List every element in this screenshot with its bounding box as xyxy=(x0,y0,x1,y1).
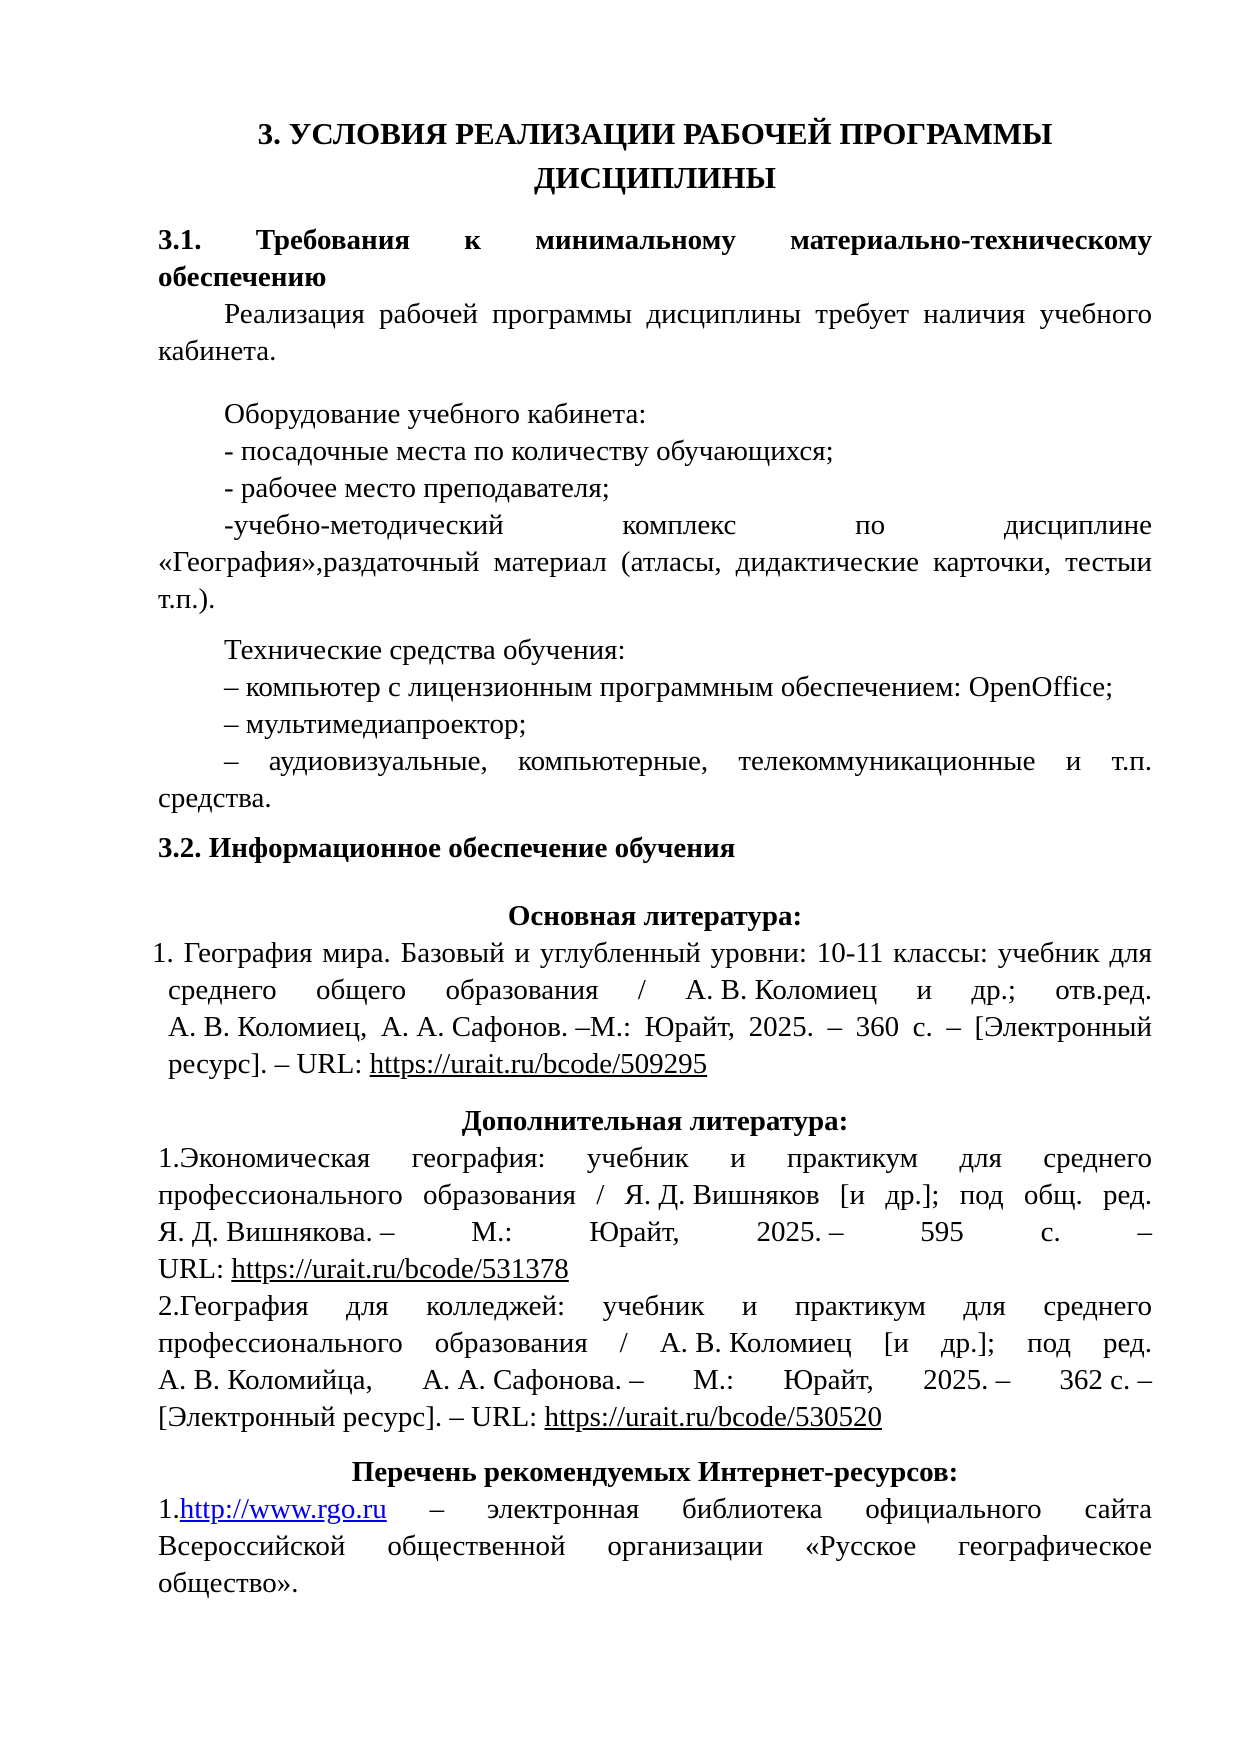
urait-link-530520[interactable]: https://urait.ru/bcode/530520 xyxy=(544,1401,882,1433)
tech-item-line: средства. xyxy=(158,782,272,814)
text-segment: [и др.]; под ред. xyxy=(851,1327,1152,1359)
equipment-list xyxy=(158,396,1152,618)
literature-line xyxy=(168,972,1152,1009)
tech-item-line: – аудиовизуальные, компьютерные, телекоммуникационные и т.п. xyxy=(224,745,1152,777)
text-segment: А. А. Сафонова. – xyxy=(422,1364,644,1396)
text-segment: [и др.]; под общ. ред. xyxy=(819,1179,1153,1211)
doc-title-line-1: 3. УСЛОВИЯ РЕАЛИЗАЦИИ РАБОЧЕЙ ПРОГРАММЫ xyxy=(257,116,1053,151)
doc-title xyxy=(158,112,1152,200)
literature-item-add-1 xyxy=(158,1140,1152,1288)
literature-line xyxy=(168,1009,1152,1046)
text-segment: среднего общего образования / xyxy=(168,974,686,1006)
tech-item: – компьютер с лицензионным программным обеспечением: OpenOffice; xyxy=(224,671,1114,703)
literature-line xyxy=(158,1251,1152,1288)
text-segment: 2025. – xyxy=(923,1364,1011,1396)
text-segment: 595 с. – xyxy=(843,1216,1152,1248)
urait-link-531378[interactable]: https://urait.ru/bcode/531378 xyxy=(231,1253,569,1285)
text-segment: профессионального образования / xyxy=(158,1179,625,1211)
equipment-item-line: т.п.). xyxy=(158,583,216,615)
text-segment: и др.; отв.ред. xyxy=(877,974,1152,1006)
text-segment xyxy=(373,1364,422,1396)
literature-line xyxy=(168,1046,1152,1083)
text-segment: М.: Юрайт, xyxy=(394,1216,757,1248)
document-content xyxy=(152,112,1153,1602)
literature-line xyxy=(158,1399,1152,1436)
text-segment xyxy=(1010,1364,1059,1396)
literature-line xyxy=(158,1214,1152,1251)
doc-title-line-2: ДИСЦИПЛИНЫ xyxy=(534,160,776,195)
intro-line: Реализация рабочей программы дисциплины требует наличия учебного xyxy=(224,298,1152,330)
text-segment: А. В. Коломийца, xyxy=(158,1364,373,1396)
internet-resources-heading: Перечень рекомендуемых Интернет-ресурсов: xyxy=(351,1456,959,1488)
url-prefix: ресурс]. – URL: xyxy=(168,1048,370,1080)
literature-line xyxy=(158,1362,1152,1399)
text-segment: А. В. Коломиец, xyxy=(168,1011,368,1043)
literature-line: 2.География для колледжей: учебник и практикум для среднего xyxy=(158,1290,1152,1322)
text-segment: А. В. Коломиец xyxy=(659,1327,852,1359)
text-segment: А. В. Коломиец xyxy=(685,974,878,1006)
main-literature-heading: Основная литература: xyxy=(507,900,803,932)
text-segment: 2025. – xyxy=(756,1216,844,1248)
section-3-1-heading-line: 3.1. Требования к минимальному материально-техническому xyxy=(158,224,1152,256)
text-segment: Я. Д. Вишняков xyxy=(624,1179,820,1211)
equipment-item: - рабочее место преподавателя; xyxy=(224,472,610,504)
text-segment: Я. Д. Вишнякова. – xyxy=(158,1216,395,1248)
equipment-item-line: «География»,раздаточный материал (атласы, дидактические карточки, тестыи xyxy=(158,546,1152,578)
rgo-link[interactable]: http://www.rgo.ru xyxy=(179,1493,387,1525)
intro-paragraph xyxy=(158,296,1152,370)
internet-resource-item-1 xyxy=(158,1491,1152,1602)
tech-lead: Технические средства обучения: xyxy=(224,634,626,666)
literature-item-main-1 xyxy=(152,935,1152,1083)
url-prefix: [Электронный ресурс]. – URL: xyxy=(158,1401,545,1433)
intro-line: кабинета. xyxy=(158,335,277,367)
url-prefix: URL: xyxy=(158,1253,232,1285)
text-segment: 362 с. – xyxy=(1059,1364,1152,1396)
section-3-1-heading xyxy=(158,222,1152,296)
list-number: 1. xyxy=(158,1493,180,1525)
text-segment: А. А. Сафонов. –М.: xyxy=(380,1011,632,1043)
technical-means-list xyxy=(158,632,1152,817)
section-3-1-heading-line: обеспечению xyxy=(158,261,327,293)
equipment-item: - посадочные места по количеству обучающихся; xyxy=(224,435,834,467)
literature-line xyxy=(158,1177,1152,1214)
text-segment xyxy=(367,1011,381,1043)
text-segment: М.: Юрайт, xyxy=(643,1364,924,1396)
urait-link-509295[interactable]: https://urait.ru/bcode/509295 xyxy=(369,1048,708,1080)
literature-line: 1.Экономическая география: учебник и практикум для среднего xyxy=(158,1142,1152,1174)
section-3-2-heading: 3.2. Информационное обеспечение обучения xyxy=(158,832,736,864)
literature-item-add-2 xyxy=(158,1288,1152,1436)
internet-resource-line: общество». xyxy=(158,1567,299,1599)
additional-literature-heading: Дополнительная литература: xyxy=(461,1105,849,1137)
internet-resource-text: – электронная библиотека официального сайта xyxy=(386,1493,1152,1525)
equipment-item-line: -учебно-методический комплекс по дисциплине xyxy=(224,509,1152,541)
text-segment: профессионального образования / xyxy=(158,1327,660,1359)
internet-resource-line: Всероссийской общественной организации «Русское географическое xyxy=(158,1530,1152,1562)
literature-line xyxy=(158,1325,1152,1362)
internet-resource-line xyxy=(158,1491,1152,1528)
literature-line: 1. География мира. Базовый и углубленный уровни: 10-11 классы: учебник для xyxy=(152,937,1152,969)
text-segment: Юрайт, 2025. – 360 с. – [Электронный xyxy=(631,1011,1152,1043)
equipment-lead: Оборудование учебного кабинета: xyxy=(224,398,647,430)
tech-item: – мультимедиапроектор; xyxy=(224,708,527,740)
